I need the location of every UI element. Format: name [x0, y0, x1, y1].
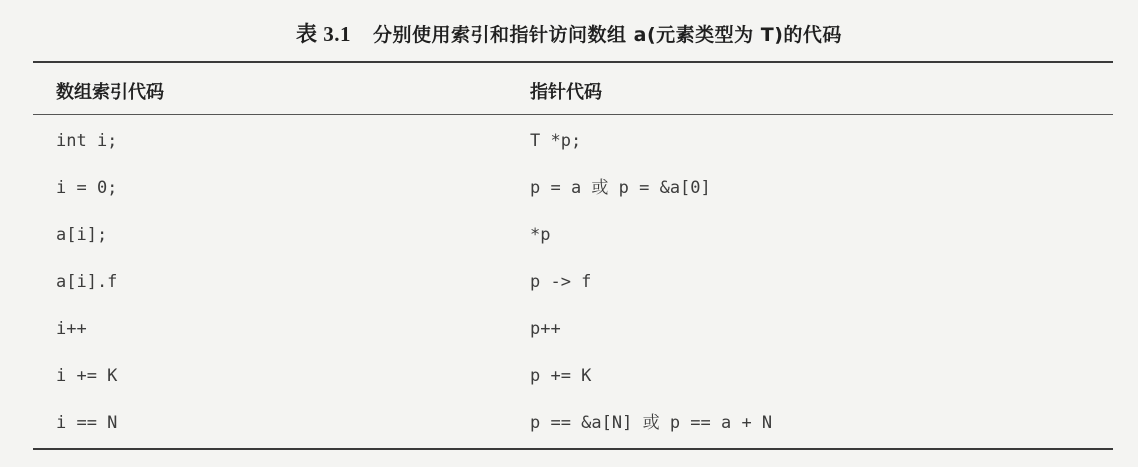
table-row: [33, 306, 1113, 353]
pointer-code-cell: p += K: [530, 366, 592, 386]
header-pointer-code: 指针代码: [530, 82, 602, 103]
pointer-code-cell: p++: [530, 319, 561, 339]
index-code-cell: a[i].f: [56, 272, 118, 292]
table-caption: [0, 18, 1138, 48]
table-row: [33, 400, 1113, 447]
table-caption-text: 分别使用索引和指针访问数组 a(元素类型为 T)的代码: [373, 24, 842, 46]
index-code-cell: i += K: [56, 366, 118, 386]
index-code-cell: i++: [56, 319, 87, 339]
header-array-index-code: 数组索引代码: [56, 82, 164, 103]
table-caption-number: 表 3.1: [296, 22, 352, 46]
index-code-cell: i = 0;: [56, 178, 118, 198]
index-code-cell: int i;: [56, 131, 118, 151]
pointer-code-cell: T *p;: [530, 131, 582, 151]
pointer-code-cell: *p: [530, 225, 551, 245]
index-code-cell: i == N: [56, 413, 118, 433]
pointer-code-cell: p -> f: [530, 272, 592, 292]
table-header-rule: [33, 114, 1113, 115]
index-code-cell: a[i];: [56, 225, 108, 245]
table-row: [33, 212, 1113, 259]
table-bottom-rule: [33, 448, 1113, 450]
table-row: [33, 165, 1113, 212]
pointer-code-cell: p = a 或 p = &a[0]: [530, 178, 711, 198]
table-row: [33, 118, 1113, 165]
pointer-code-cell: p == &a[N] 或 p == a + N: [530, 413, 773, 433]
table-top-rule: [33, 61, 1113, 63]
table-row: [33, 353, 1113, 400]
table-row: [33, 259, 1113, 306]
